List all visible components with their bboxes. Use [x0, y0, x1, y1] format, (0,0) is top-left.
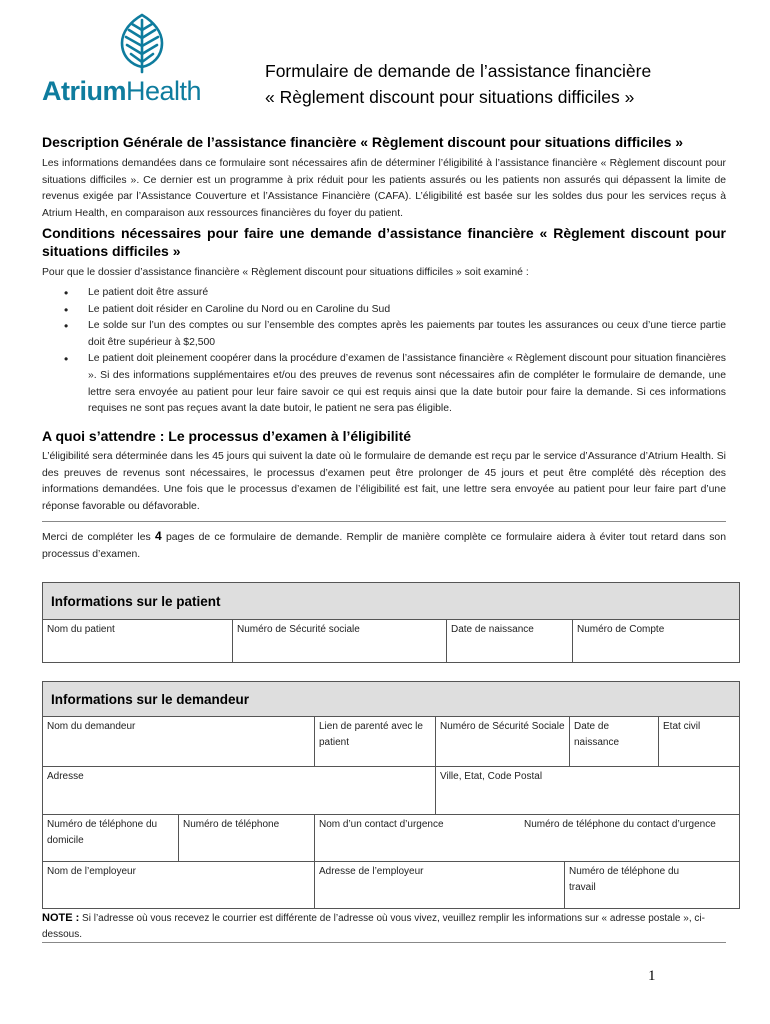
thanks-before: Merci de compléter les — [42, 532, 156, 543]
applicant-info-heading: Informations sur le demandeur — [43, 682, 739, 717]
page-number: 1 — [648, 968, 656, 984]
relationship-field[interactable]: Lien de parenté avec le patient — [315, 717, 436, 767]
applicant-name-field[interactable]: Nom du demandeur — [43, 717, 315, 767]
thanks-after: pages de ce formulaire de demande. Remplir de manière complète ce formulaire aidera à éviter tout retard dans son processus d’examen. — [42, 532, 726, 560]
patient-info-heading: Informations sur le patient — [43, 583, 739, 620]
process-text: L’éligibilité sera déterminée dans les 45 jours qui suivent la date où le formulaire de demande est reçu par le service d’Assurance d’Atrium Health. Si des preuves de revenus sont nécessaires, le processus d’examen peut être prolonger de 45 jours et peut être complété dès réception des informations demandées. Une fois que le processus d’examen de l’éligibilité est fait, une lettre sera envoyée au patient pour leur faire part d’une réponse favorable ou défavorable. — [42, 451, 726, 512]
page-count: 4 — [155, 529, 162, 543]
address-note — [42, 910, 726, 943]
applicant-dob-field[interactable]: Date de naissance — [570, 717, 659, 767]
form-title-line1: Formulaire de demande de l’assistance financière — [265, 61, 652, 81]
emergency-contact-field[interactable]: Nom d’un contact d’urgence — [315, 815, 520, 862]
brand-name — [42, 76, 201, 107]
description-text: Les informations demandées dans ce formulaire sont nécessaires afin de déterminer l’éligibilité à l’assistance financière « Règlement discount pour situations difficiles ». Ce dernier est un programme à prix réduit pour les patients assurés ou les patients non assurés qui dépassent la limite de revenus exigée par l’Assistance Couverture et l’Assistance Financière (CAFA). L’éligibilité est basée sur les soldes dus pour les services reçus à Atrium Health, en comparaison aux ressources financières du foyer du patient. — [42, 158, 726, 219]
conditions-heading: Conditions nécessaires pour faire une demande d’assistance financière « Règlement discount pour situations difficiles » — [42, 225, 726, 259]
process-heading: A quoi s’attendre : Le processus d’examen à l’éligibilité — [42, 428, 412, 444]
form-title-line2: « Règlement discount pour situations difficiles » — [265, 87, 635, 107]
patient-dob-field[interactable]: Date de naissance — [447, 620, 573, 663]
employer-name-field[interactable]: Nom de l’employeur — [43, 862, 315, 908]
applicant-info-section — [42, 681, 740, 909]
note-label: NOTE : — [42, 912, 80, 924]
conditions-intro: Pour que le dossier d’assistance financière « Règlement discount pour situations difficiles » soit examiné : — [42, 267, 529, 278]
city-state-zip-field[interactable]: Ville, Etat, Code Postal — [436, 767, 739, 815]
patient-name-field[interactable]: Nom du patient — [43, 620, 233, 663]
description-heading: Description Générale de l’assistance financière « Règlement discount pour situations difficiles » — [42, 134, 684, 150]
brand-bold: Atrium — [42, 76, 126, 106]
divider — [42, 942, 726, 943]
phone-field[interactable]: Numéro de téléphone — [179, 815, 315, 862]
list-item: • Le patient doit résider en Caroline du Nord ou en Caroline du Sud — [60, 302, 726, 319]
form-title — [265, 58, 651, 110]
tree-leaf-icon — [114, 12, 170, 74]
list-item: • Le patient doit pleinement coopérer dans la procédure d’examen de l’assistance financière « Règlement discount pour situation financières ». Si des informations supplémentaires et/ou des preuves de revenus sont nécessaires afin de compléter le formulaire de demande, une lettre sera envoyée au patient pour leur faire savoir ce qui est requis ainsi que la date butoir pour faire la demande. Si ces informations requises ne sont pas reçues avant la date butoir, le patient ne sera pas éligible. — [60, 351, 726, 417]
list-item: • Le patient doit être assuré — [60, 285, 726, 302]
patient-info-section — [42, 582, 740, 663]
thanks-text — [42, 528, 726, 563]
employer-address-field[interactable]: Adresse de l’employeur — [315, 862, 565, 908]
patient-account-field[interactable]: Numéro de Compte — [577, 624, 665, 635]
work-phone-field[interactable]: Numéro de téléphone du travail — [569, 866, 680, 893]
address-field[interactable]: Adresse — [43, 767, 436, 815]
home-phone-field[interactable]: Numéro de téléphone du domicile — [43, 815, 179, 862]
patient-ssn-field[interactable]: Numéro de Sécurité sociale — [233, 620, 447, 663]
brand-light: Health — [126, 76, 202, 106]
requirements-list — [60, 285, 726, 418]
list-item: • Le solde sur l’un des comptes ou sur l’ensemble des comptes après les paiements par toutes les assurances ou ceux d’une tierce partie doit être supérieur à $2,500 — [60, 318, 726, 351]
emergency-phone-field[interactable]: Numéro de téléphone du contact d’urgence — [520, 815, 739, 862]
applicant-ssn-field[interactable]: Numéro de Sécurité Sociale — [436, 717, 570, 767]
note-text: Si l’adresse où vous recevez le courrier est différente de l’adresse où vous vivez, veuillez remplir les informations sur « adresse postale », ci-dessous. — [42, 913, 705, 940]
divider — [42, 521, 726, 522]
marital-status-field[interactable]: Etat civil — [659, 717, 739, 767]
